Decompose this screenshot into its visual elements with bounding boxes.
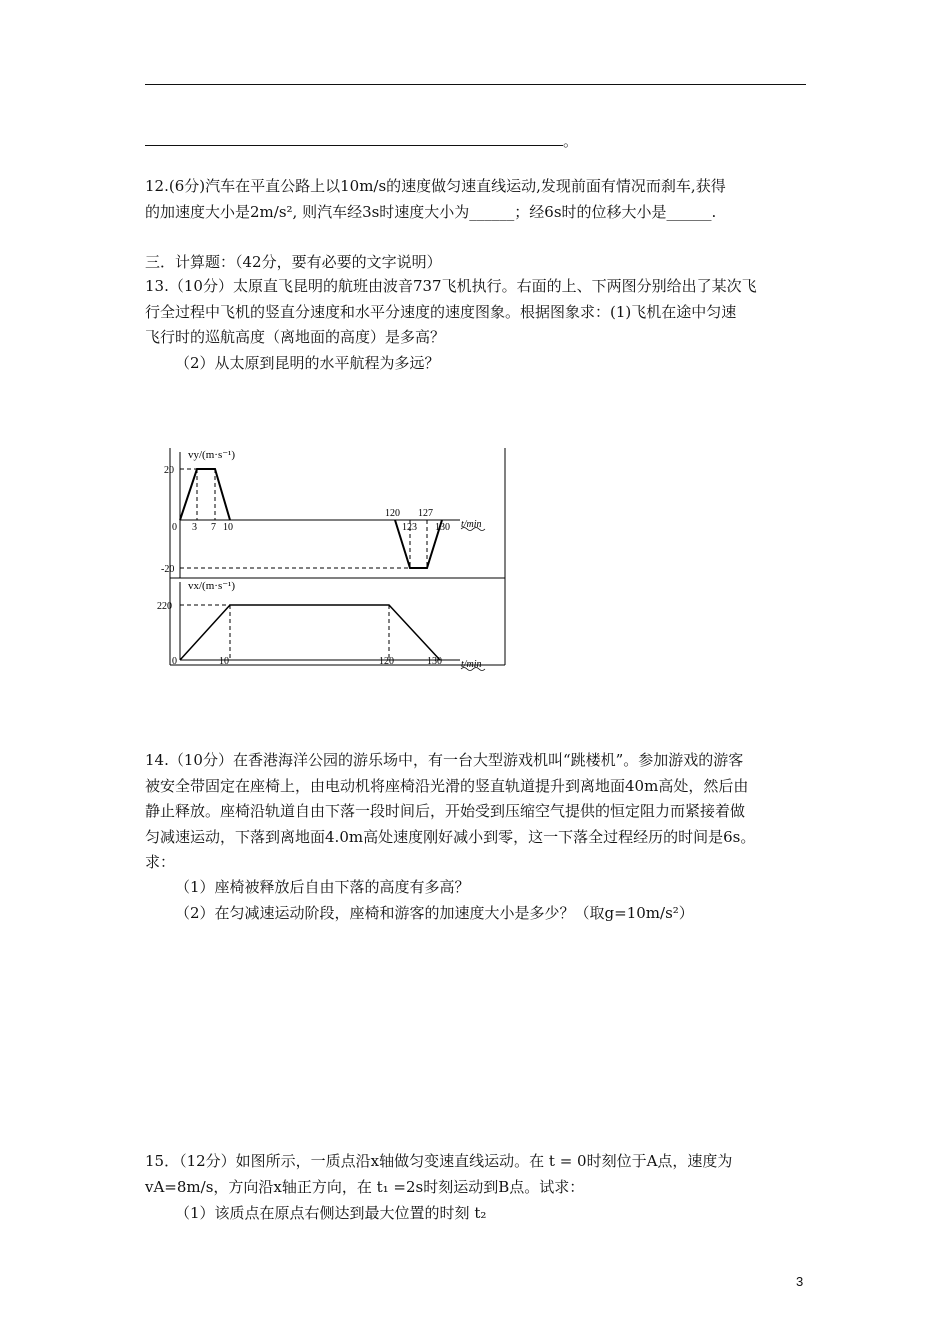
vx-tick-120: 120 [379,656,394,667]
vy-tick-120: 120 [385,508,400,519]
q14-line-2: 被安全带固定在座椅上，由电动机将座椅沿光滑的竖直轨道提升到离地面40m高处，然后由 [145,777,749,795]
q15-line-1: 15．（12分）如图所示，一质点沿x轴做匀变速直线运动。在 t = 0时刻位于A点，速度为 [145,1152,733,1170]
vy-tick-7: 7 [211,522,216,533]
page-number: 3 [796,1274,804,1289]
vx-tick-10: 10 [219,656,229,667]
vy-tick-20: 20 [164,465,174,476]
vy-tick-130: 130 [435,522,450,533]
vy-tick-10: 10 [223,522,233,533]
q13-line-1: 13.（10分）太原直飞昆明的航班由波音737飞机执行。右面的上、下两图分别给出了某次飞 [145,277,757,295]
vy-series-line [180,469,230,520]
q12-line-1: 12.(6分)汽车在平直公路上以10m/s的速度做匀速直线运动,发现前面有情况而刹车,获得 [145,177,726,195]
vy-tick-neg20: -20 [161,564,175,575]
q12-line-2: 的加速度大小是2m/s², 则汽车经3s时速度大小为______；经6s时的位移大小是______. [145,203,717,221]
q14-line-1: 14.（10分）在香港海洋公园的游乐场中，有一台大型游戏机叫“跳楼机”。参加游戏的游客 [145,751,744,769]
q15-line-2: vA=8m/s，方向沿x轴正方向，在 t₁ =2s时刻运动到B点。试求： [145,1178,585,1196]
vy-tick-127: 127 [418,508,433,519]
vx-tick-0: 0 [172,656,177,667]
vy-time-axis-label: t/min [461,519,482,530]
q14-sub-2: （2）在匀减速运动阶段，座椅和游客的加速度大小是多少？（取g=10m/s²） [175,904,694,922]
vy-axis-label: vy/(m·s⁻¹) [188,449,235,461]
q13-line-2: 行全过程中飞机的竖直分速度和水平分速度的速度图象。根据图象求：(1)飞机在途中匀速 [145,303,737,321]
q14-line-3: 静止释放。座椅沿轨道自由下落一段时间后，开始受到压缩空气提供的恒定阻力而紧接着做 [145,802,746,820]
q15-sub-1: （1）该质点在原点右侧达到最大位置的时刻 t₂ [175,1204,487,1222]
vy-tick-0: 0 [172,522,177,533]
vx-tick-220: 220 [157,601,172,612]
q13-line-3: 飞行时的巡航高度（离地面的高度）是多高？ [145,328,446,346]
q14-sub-1: （1）座椅被释放后自由下落的高度有多高？ [175,878,470,896]
q14-line-4: 匀减速运动，下落到离地面4.0m高处速度刚好减小到零，这一下落全过程经历的时间是6s。 [145,828,756,846]
q13-line-4: （2）从太原到昆明的水平航程为多远？ [175,354,440,372]
vy-tick-3: 3 [192,522,197,533]
period-mark: 。 [563,132,579,150]
vx-axis-label: vx/(m·s⁻¹) [188,580,235,592]
section-3-heading: 三．计算题：（42分，要有必要的文字说明） [145,253,442,271]
vx-time-axis-label: t/min [461,659,482,670]
vx-series-line [180,605,440,660]
q14-line-5: 求： [145,853,176,871]
vy-tick-123: 123 [402,522,417,533]
vx-tick-130: 130 [427,656,442,667]
